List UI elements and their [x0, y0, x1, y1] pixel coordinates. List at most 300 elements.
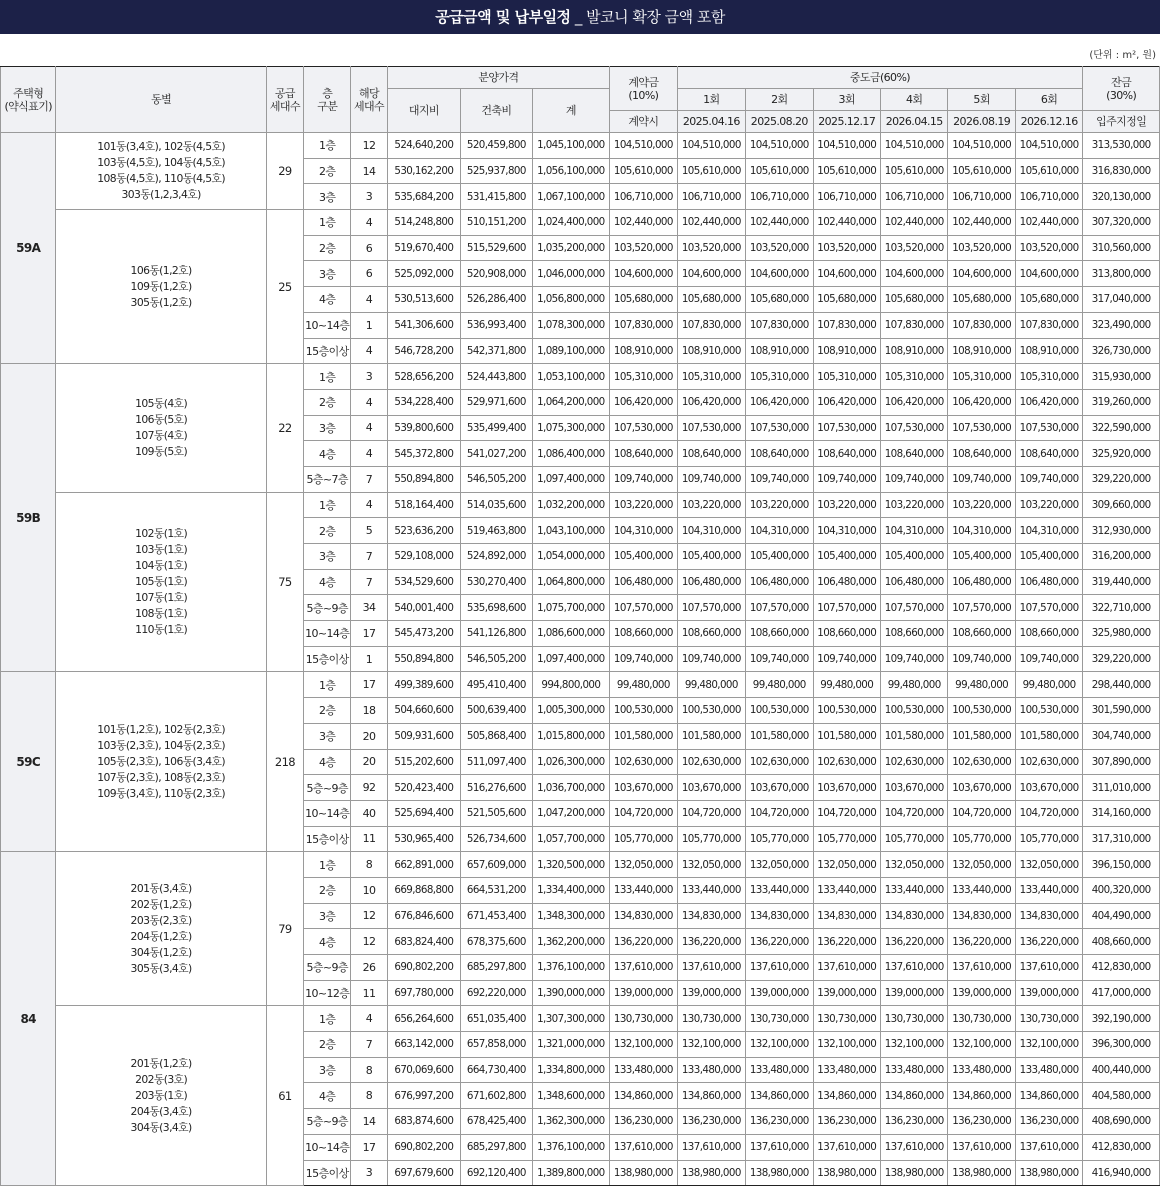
mid-payment-cell: 102,630,000 [1015, 749, 1082, 775]
mid-payment-cell: 106,480,000 [813, 569, 880, 595]
floor-cell: 4층 [304, 441, 351, 467]
deposit-cell: 107,530,000 [610, 415, 677, 441]
building-price-cell: 510,151,200 [461, 210, 532, 236]
total-price-cell: 1,362,300,000 [532, 1109, 610, 1135]
deposit-cell: 105,770,000 [610, 826, 677, 852]
building-price-cell: 657,858,000 [461, 1032, 532, 1058]
total-price-cell: 1,348,300,000 [532, 903, 610, 929]
total-price-cell: 1,078,300,000 [532, 312, 610, 338]
balance-cell: 329,220,000 [1083, 646, 1160, 672]
table-row [1, 492, 1160, 518]
mid-payment-cell: 103,670,000 [813, 775, 880, 801]
header-land: 대지비 [387, 89, 461, 133]
land-price-cell: 524,640,200 [387, 133, 461, 159]
mid-payment-cell: 136,230,000 [813, 1109, 880, 1135]
land-price-cell: 515,202,600 [387, 749, 461, 775]
land-price-cell: 697,679,600 [387, 1160, 461, 1186]
mid-payment-cell: 107,530,000 [813, 415, 880, 441]
mid-payment-cell: 105,680,000 [880, 287, 947, 313]
floor-cell: 3층 [304, 184, 351, 210]
floor-units-cell: 4 [351, 338, 387, 364]
total-price-cell: 1,056,800,000 [532, 287, 610, 313]
mid-payment-cell: 104,510,000 [677, 133, 745, 159]
building-line: 107동(1호) [135, 591, 188, 605]
building-price-cell: 692,220,000 [461, 980, 532, 1006]
mid-payment-cell: 104,510,000 [813, 133, 880, 159]
land-price-cell: 676,997,200 [387, 1083, 461, 1109]
floor-cell: 4층 [304, 749, 351, 775]
mid-payment-cell: 105,400,000 [746, 544, 813, 570]
balance-cell: 320,130,000 [1083, 184, 1160, 210]
deposit-cell: 100,530,000 [610, 698, 677, 724]
mid-payment-cell: 108,660,000 [948, 621, 1015, 647]
total-price-cell: 994,800,000 [532, 672, 610, 698]
building-price-cell: 505,868,400 [461, 723, 532, 749]
mid-payment-cell: 105,770,000 [813, 826, 880, 852]
mid-payment-cell: 100,530,000 [677, 698, 745, 724]
mid-payment-cell: 103,670,000 [1015, 775, 1082, 801]
building-price-cell: 657,609,000 [461, 852, 532, 878]
floor-cell: 4층 [304, 287, 351, 313]
table-body [1, 133, 1160, 1186]
mid-payment-cell: 102,630,000 [948, 749, 1015, 775]
total-price-cell: 1,054,000,000 [532, 544, 610, 570]
floor-cell: 5층~9층 [304, 595, 351, 621]
mid-payment-cell: 107,570,000 [746, 595, 813, 621]
land-price-cell: 663,142,000 [387, 1032, 461, 1058]
buildings-cell [56, 1006, 266, 1186]
mid-payment-cell: 107,830,000 [677, 312, 745, 338]
mid-payment-cell: 102,440,000 [948, 210, 1015, 236]
balance-cell: 298,440,000 [1083, 672, 1160, 698]
mid-payment-cell: 106,420,000 [1015, 389, 1082, 415]
land-price-cell: 541,306,600 [387, 312, 461, 338]
floor-units-cell: 8 [351, 1057, 387, 1083]
mid-payment-cell: 108,640,000 [746, 441, 813, 467]
floor-units-cell: 3 [351, 1160, 387, 1186]
balance-cell: 396,150,000 [1083, 852, 1160, 878]
floor-cell: 3층 [304, 1057, 351, 1083]
total-price-cell: 1,376,100,000 [532, 955, 610, 981]
balance-cell: 412,830,000 [1083, 955, 1160, 981]
building-line: 203동(1호) [135, 1088, 188, 1102]
mid-payment-cell: 134,830,000 [1015, 903, 1082, 929]
mid-payment-cell: 109,740,000 [813, 646, 880, 672]
mid-payment-cell: 101,580,000 [677, 723, 745, 749]
total-price-cell: 1,086,600,000 [532, 621, 610, 647]
header-price-group: 분양가격 [387, 67, 610, 89]
mid-payment-cell: 106,710,000 [1015, 184, 1082, 210]
deposit-cell: 105,400,000 [610, 544, 677, 570]
supply-units-cell: 61 [266, 1006, 303, 1186]
building-price-cell: 664,531,200 [461, 877, 532, 903]
mid-payment-cell: 136,220,000 [677, 929, 745, 955]
mid-payment-cell: 102,440,000 [1015, 210, 1082, 236]
building-line: 101동(1,2호), 102동(2,3호) [97, 722, 225, 736]
floor-cell: 1층 [304, 672, 351, 698]
land-price-cell: 530,965,400 [387, 826, 461, 852]
mid-payment-cell: 108,640,000 [677, 441, 745, 467]
header-balance-when: 입주지정일 [1083, 111, 1160, 133]
deposit-cell: 106,710,000 [610, 184, 677, 210]
mid-payment-cell: 106,420,000 [948, 389, 1015, 415]
buildings-cell [56, 852, 266, 1006]
mid-payment-cell: 103,520,000 [880, 235, 947, 261]
mid-payment-cell: 104,720,000 [880, 800, 947, 826]
mid-payment-cell: 103,520,000 [813, 235, 880, 261]
floor-units-cell: 14 [351, 158, 387, 184]
deposit-cell: 109,740,000 [610, 466, 677, 492]
mid-payment-cell: 137,610,000 [746, 1134, 813, 1160]
mid-payment-cell: 102,630,000 [880, 749, 947, 775]
floor-units-cell: 11 [351, 826, 387, 852]
floor-units-cell: 6 [351, 261, 387, 287]
header-round: 4회 [880, 89, 947, 111]
building-price-cell: 520,459,800 [461, 133, 532, 159]
deposit-cell: 108,640,000 [610, 441, 677, 467]
mid-payment-cell: 105,680,000 [1015, 287, 1082, 313]
floor-cell: 3층 [304, 544, 351, 570]
floor-units-cell: 20 [351, 749, 387, 775]
header-round: 6회 [1015, 89, 1082, 111]
mid-payment-cell: 103,220,000 [1015, 492, 1082, 518]
total-price-cell: 1,307,300,000 [532, 1006, 610, 1032]
balance-cell: 317,040,000 [1083, 287, 1160, 313]
table-row [1, 364, 1160, 390]
mid-payment-cell: 104,720,000 [813, 800, 880, 826]
mid-payment-cell: 134,860,000 [948, 1083, 1015, 1109]
balance-cell: 309,660,000 [1083, 492, 1160, 518]
supply-units-cell: 25 [266, 210, 303, 364]
total-price-cell: 1,389,800,000 [532, 1160, 610, 1186]
mid-payment-cell: 136,220,000 [746, 929, 813, 955]
table-row [1, 1006, 1160, 1032]
mid-payment-cell: 136,230,000 [677, 1109, 745, 1135]
mid-payment-cell: 137,610,000 [813, 955, 880, 981]
mid-payment-cell: 106,480,000 [1015, 569, 1082, 595]
balance-cell: 408,690,000 [1083, 1109, 1160, 1135]
mid-payment-cell: 137,610,000 [1015, 1134, 1082, 1160]
total-price-cell: 1,320,500,000 [532, 852, 610, 878]
building-price-cell: 524,443,800 [461, 364, 532, 390]
balance-cell: 313,800,000 [1083, 261, 1160, 287]
mid-payment-cell: 136,220,000 [813, 929, 880, 955]
mid-payment-cell: 101,580,000 [880, 723, 947, 749]
mid-payment-cell: 136,230,000 [1015, 1109, 1082, 1135]
total-price-cell: 1,015,800,000 [532, 723, 610, 749]
balance-cell: 314,160,000 [1083, 800, 1160, 826]
building-line: 105동(1호) [135, 575, 188, 589]
floor-cell: 1층 [304, 492, 351, 518]
floor-units-cell: 14 [351, 1109, 387, 1135]
mid-payment-cell: 133,480,000 [880, 1057, 947, 1083]
land-price-cell: 525,694,400 [387, 800, 461, 826]
floor-cell: 3층 [304, 723, 351, 749]
total-price-cell: 1,067,100,000 [532, 184, 610, 210]
mid-payment-cell: 130,730,000 [1015, 1006, 1082, 1032]
building-price-cell: 495,410,400 [461, 672, 532, 698]
table-row [1, 852, 1160, 878]
building-line: 101동(3,4호), 102동(4,5호) [97, 140, 225, 154]
mid-payment-cell: 105,610,000 [746, 158, 813, 184]
deposit-cell: 130,730,000 [610, 1006, 677, 1032]
balance-cell: 313,530,000 [1083, 133, 1160, 159]
mid-payment-cell: 109,740,000 [1015, 466, 1082, 492]
building-line: 109동(3,4호), 110동(2,3호) [97, 786, 225, 800]
mid-payment-cell: 109,740,000 [1015, 646, 1082, 672]
balance-cell: 412,830,000 [1083, 1134, 1160, 1160]
mid-payment-cell: 105,310,000 [1015, 364, 1082, 390]
floor-cell: 10~14층 [304, 312, 351, 338]
buildings-cell [56, 672, 266, 852]
total-price-cell: 1,334,800,000 [532, 1057, 610, 1083]
mid-payment-cell: 102,440,000 [677, 210, 745, 236]
building-price-cell: 530,270,400 [461, 569, 532, 595]
balance-cell: 404,490,000 [1083, 903, 1160, 929]
mid-payment-cell: 109,740,000 [746, 646, 813, 672]
deposit-cell: 138,980,000 [610, 1160, 677, 1186]
mid-payment-cell: 103,670,000 [746, 775, 813, 801]
table-row [1, 210, 1160, 236]
floor-units-cell: 40 [351, 800, 387, 826]
mid-payment-cell: 99,480,000 [813, 672, 880, 698]
header-buildings: 동별 [56, 67, 266, 133]
mid-payment-cell: 103,220,000 [746, 492, 813, 518]
floor-units-cell: 8 [351, 852, 387, 878]
land-price-cell: 662,891,000 [387, 852, 461, 878]
balance-cell: 400,440,000 [1083, 1057, 1160, 1083]
building-line: 104동(1호) [135, 559, 188, 573]
floor-units-cell: 7 [351, 544, 387, 570]
mid-payment-cell: 105,610,000 [1015, 158, 1082, 184]
buildings-cell [56, 492, 266, 672]
mid-payment-cell: 137,610,000 [880, 1134, 947, 1160]
balance-cell: 325,980,000 [1083, 621, 1160, 647]
land-price-cell: 534,228,400 [387, 389, 461, 415]
header-round: 2회 [746, 89, 813, 111]
mid-payment-cell: 103,220,000 [880, 492, 947, 518]
supply-units-cell: 75 [266, 492, 303, 672]
mid-payment-cell: 108,660,000 [1015, 621, 1082, 647]
mid-payment-cell: 105,400,000 [813, 544, 880, 570]
mid-payment-cell: 105,310,000 [746, 364, 813, 390]
deposit-cell: 133,440,000 [610, 877, 677, 903]
mid-payment-cell: 130,730,000 [746, 1006, 813, 1032]
floor-units-cell: 4 [351, 492, 387, 518]
mid-payment-cell: 104,720,000 [948, 800, 1015, 826]
land-price-cell: 534,529,600 [387, 569, 461, 595]
building-price-cell: 671,602,800 [461, 1083, 532, 1109]
land-price-cell: 518,164,400 [387, 492, 461, 518]
deposit-cell: 132,100,000 [610, 1032, 677, 1058]
building-price-cell: 546,505,200 [461, 466, 532, 492]
building-line: 103동(4,5호), 104동(4,5호) [97, 156, 225, 170]
building-line: 305동(1,2호) [130, 295, 192, 309]
floor-cell: 4층 [304, 569, 351, 595]
mid-payment-cell: 106,480,000 [746, 569, 813, 595]
building-line: 203동(2,3호) [130, 913, 192, 927]
mid-payment-cell: 100,530,000 [880, 698, 947, 724]
mid-payment-cell: 107,830,000 [746, 312, 813, 338]
mid-payment-cell: 108,910,000 [948, 338, 1015, 364]
mid-payment-cell: 137,610,000 [677, 955, 745, 981]
mid-payment-cell: 107,530,000 [1015, 415, 1082, 441]
mid-payment-cell: 107,570,000 [677, 595, 745, 621]
header-floor: 층 구분 [304, 67, 351, 133]
mid-payment-cell: 139,000,000 [880, 980, 947, 1006]
building-line: 109동(1,2호) [130, 279, 192, 293]
mid-payment-cell: 133,480,000 [813, 1057, 880, 1083]
header-balance: 잔금 (30%) [1083, 67, 1160, 111]
mid-payment-cell: 105,770,000 [677, 826, 745, 852]
buildings-cell [56, 133, 266, 210]
floor-cell: 5층~7층 [304, 466, 351, 492]
building-price-cell: 516,276,600 [461, 775, 532, 801]
land-price-cell: 550,894,800 [387, 466, 461, 492]
mid-payment-cell: 103,520,000 [746, 235, 813, 261]
mid-payment-cell: 105,310,000 [948, 364, 1015, 390]
mid-payment-cell: 136,230,000 [880, 1109, 947, 1135]
mid-payment-cell: 132,050,000 [948, 852, 1015, 878]
mid-payment-cell: 105,770,000 [880, 826, 947, 852]
building-price-cell: 531,415,800 [461, 184, 532, 210]
mid-payment-cell: 108,660,000 [677, 621, 745, 647]
total-price-cell: 1,046,000,000 [532, 261, 610, 287]
mid-payment-cell: 105,680,000 [813, 287, 880, 313]
mid-payment-cell: 133,440,000 [880, 877, 947, 903]
mid-payment-cell: 137,610,000 [948, 1134, 1015, 1160]
total-price-cell: 1,005,300,000 [532, 698, 610, 724]
table-row [1, 672, 1160, 698]
balance-cell: 312,930,000 [1083, 518, 1160, 544]
floor-cell: 2층 [304, 235, 351, 261]
mid-payment-cell: 139,000,000 [746, 980, 813, 1006]
building-line: 106동(1,2호) [130, 263, 192, 277]
mid-payment-cell: 104,310,000 [948, 518, 1015, 544]
mid-payment-cell: 136,230,000 [948, 1109, 1015, 1135]
mid-payment-cell: 101,580,000 [746, 723, 813, 749]
balance-cell: 416,940,000 [1083, 1160, 1160, 1186]
balance-cell: 307,320,000 [1083, 210, 1160, 236]
deposit-cell: 104,510,000 [610, 133, 677, 159]
land-price-cell: 535,684,200 [387, 184, 461, 210]
floor-units-cell: 5 [351, 518, 387, 544]
header-supply-units: 공급 세대수 [266, 67, 303, 133]
total-price-cell: 1,362,200,000 [532, 929, 610, 955]
mid-payment-cell: 106,710,000 [880, 184, 947, 210]
deposit-cell: 106,480,000 [610, 569, 677, 595]
mid-payment-cell: 132,050,000 [1015, 852, 1082, 878]
land-price-cell: 546,728,200 [387, 338, 461, 364]
header-date: 2026.04.15 [880, 111, 947, 133]
total-price-cell: 1,075,700,000 [532, 595, 610, 621]
building-line: 105동(4호) [135, 396, 188, 410]
building-price-cell: 678,425,400 [461, 1109, 532, 1135]
mid-payment-cell: 108,910,000 [1015, 338, 1082, 364]
floor-cell: 15층이상 [304, 1160, 351, 1186]
mid-payment-cell: 104,310,000 [880, 518, 947, 544]
mid-payment-cell: 107,570,000 [880, 595, 947, 621]
mid-payment-cell: 136,230,000 [746, 1109, 813, 1135]
mid-payment-cell: 105,310,000 [880, 364, 947, 390]
deposit-cell: 104,720,000 [610, 800, 677, 826]
mid-payment-cell: 103,220,000 [813, 492, 880, 518]
deposit-cell: 105,680,000 [610, 287, 677, 313]
balance-cell: 417,000,000 [1083, 980, 1160, 1006]
building-price-cell: 525,937,800 [461, 158, 532, 184]
building-line: 305동(3,4호) [130, 961, 192, 975]
deposit-cell: 133,480,000 [610, 1057, 677, 1083]
deposit-cell: 139,000,000 [610, 980, 677, 1006]
mid-payment-cell: 105,310,000 [677, 364, 745, 390]
mid-payment-cell: 107,830,000 [948, 312, 1015, 338]
land-price-cell: 539,800,600 [387, 415, 461, 441]
building-price-cell: 520,908,000 [461, 261, 532, 287]
mid-payment-cell: 138,980,000 [677, 1160, 745, 1186]
floor-units-cell: 4 [351, 441, 387, 467]
floor-cell: 1층 [304, 210, 351, 236]
mid-payment-cell: 108,640,000 [880, 441, 947, 467]
building-price-cell: 526,734,600 [461, 826, 532, 852]
mid-payment-cell: 102,440,000 [746, 210, 813, 236]
building-line: 102동(1호) [135, 527, 188, 541]
balance-cell: 322,710,000 [1083, 595, 1160, 621]
deposit-cell: 102,440,000 [610, 210, 677, 236]
floor-cell: 3층 [304, 903, 351, 929]
floor-units-cell: 7 [351, 466, 387, 492]
mid-payment-cell: 104,600,000 [746, 261, 813, 287]
mid-payment-cell: 99,480,000 [746, 672, 813, 698]
mid-payment-cell: 104,600,000 [1015, 261, 1082, 287]
floor-cell: 1층 [304, 364, 351, 390]
building-price-cell: 685,297,800 [461, 955, 532, 981]
balance-cell: 310,560,000 [1083, 235, 1160, 261]
header-deposit-when: 계약시 [610, 111, 677, 133]
mid-payment-cell: 99,480,000 [677, 672, 745, 698]
floor-units-cell: 3 [351, 364, 387, 390]
land-price-cell: 676,846,600 [387, 903, 461, 929]
total-price-cell: 1,376,100,000 [532, 1134, 610, 1160]
mid-payment-cell: 104,310,000 [746, 518, 813, 544]
land-price-cell: 669,868,800 [387, 877, 461, 903]
mid-payment-cell: 137,610,000 [813, 1134, 880, 1160]
land-price-cell: 530,513,600 [387, 287, 461, 313]
mid-payment-cell: 139,000,000 [1015, 980, 1082, 1006]
type-cell: 59A [1, 133, 56, 364]
total-price-cell: 1,097,400,000 [532, 646, 610, 672]
building-line: 204동(1,2호) [130, 929, 192, 943]
type-cell: 59B [1, 364, 56, 672]
mid-payment-cell: 104,720,000 [1015, 800, 1082, 826]
total-price-cell: 1,057,700,000 [532, 826, 610, 852]
deposit-cell: 134,830,000 [610, 903, 677, 929]
floor-cell: 15층이상 [304, 338, 351, 364]
mid-payment-cell: 139,000,000 [813, 980, 880, 1006]
land-price-cell: 528,656,200 [387, 364, 461, 390]
floor-units-cell: 6 [351, 235, 387, 261]
mid-payment-cell: 105,770,000 [1015, 826, 1082, 852]
floor-cell: 2층 [304, 877, 351, 903]
building-price-cell: 541,027,200 [461, 441, 532, 467]
price-schedule-table [0, 66, 1160, 1186]
buildings-cell [56, 364, 266, 492]
total-price-cell: 1,334,400,000 [532, 877, 610, 903]
mid-payment-cell: 105,610,000 [813, 158, 880, 184]
building-price-cell: 529,971,600 [461, 389, 532, 415]
title-main: 공급금액 및 납부일정 [435, 8, 571, 26]
building-price-cell: 535,499,400 [461, 415, 532, 441]
mid-payment-cell: 106,710,000 [746, 184, 813, 210]
